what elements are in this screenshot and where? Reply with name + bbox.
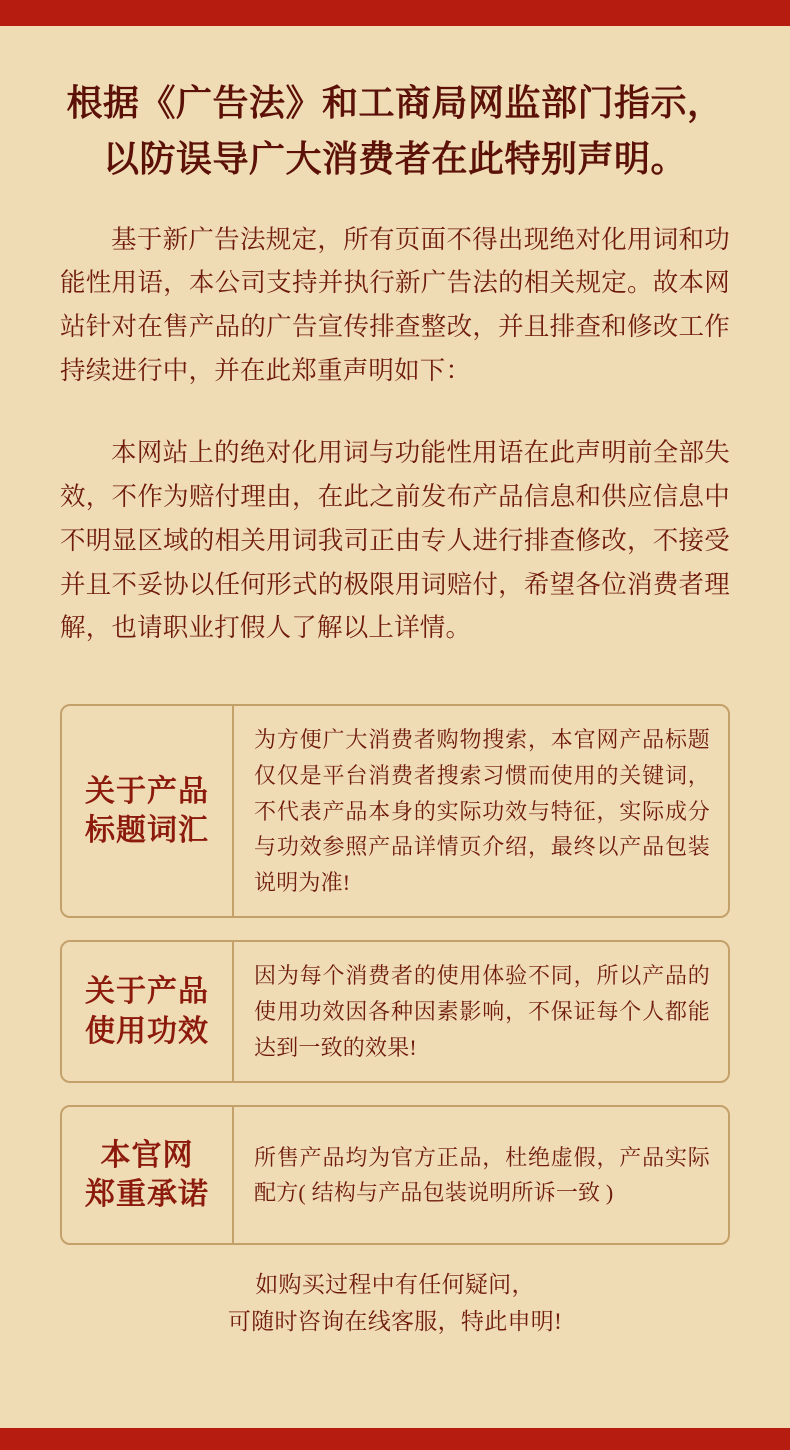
statement-box-product-efficacy <box>60 940 730 1083</box>
page-title-line-2: 以防误导广大消费者在此特别声明。 <box>102 138 687 179</box>
statement-paragraph-1: 基于新广告法规定，所有页面不得出现绝对化用词和功能性用语，本公司支持并执行新广告法的相关规定。故本网站针对在售产品的广告宣传排查整改，并且排查和修改工作持续进行中，并在此郑重声明如下： <box>60 224 730 386</box>
page-content <box>0 76 790 1341</box>
statement-box-title-line-2: 标题词汇 <box>85 814 209 848</box>
footer-note-line-2: 可随时咨询在线客服，特此申明! <box>227 1309 563 1335</box>
top-decorative-bar <box>0 0 790 26</box>
statement-box-title-line-2: 使用功效 <box>85 1014 209 1048</box>
page-title <box>60 76 730 188</box>
statement-box-title <box>62 706 234 916</box>
statement-box-title-line-1: 关于产品 <box>85 975 209 1009</box>
footer-note-line-1: 如购买过程中有任何疑问， <box>255 1272 535 1298</box>
statement-box-body: 为方便广大消费者购物搜索，本官网产品标题仅仅是平台消费者搜索习惯而使用的关键词，不代表产品本身的实际功效与特征，实际成分与功效参照产品详情页介绍，最终以产品包装说明为准! <box>254 727 710 895</box>
statement-box-title-line-1: 关于产品 <box>85 774 209 808</box>
statement-box-body: 因为每个消费者的使用体验不同，所以产品的使用功效因各种因素影响，不保证每个人都能达到一致的效果! <box>254 963 710 1060</box>
statement-box-list <box>60 704 730 1245</box>
statement-box-product-title <box>60 704 730 918</box>
statement-box-title <box>62 1107 234 1243</box>
statement-paragraph-2: 本网站上的绝对化用词与功能性用语在此声明前全部失效，不作为赔付理由，在此之前发布产品信息和供应信息中不明显区域的相关用词我司正由专人进行排查修改，不接受并且不妥协以任何形式的极限用词赔付，希望各位消费者理解，也请职业打假人了解以上详情。 <box>60 438 730 643</box>
statement-box-body: 所售产品均为官方正品，杜绝虚假，产品实际配方( 结构与产品包装说明所诉一致 ) <box>254 1144 710 1206</box>
statement-box-title <box>62 942 234 1081</box>
page-title-line-1: 根据《广告法》和工商局网监部门指示， <box>66 83 724 123</box>
bottom-decorative-bar <box>0 1428 790 1450</box>
footer-note <box>60 1267 730 1341</box>
statement-box-official-promise <box>60 1105 730 1245</box>
statement-box-title-line-2: 郑重承诺 <box>85 1178 209 1212</box>
statement-box-title-line-1: 本官网 <box>100 1138 194 1172</box>
